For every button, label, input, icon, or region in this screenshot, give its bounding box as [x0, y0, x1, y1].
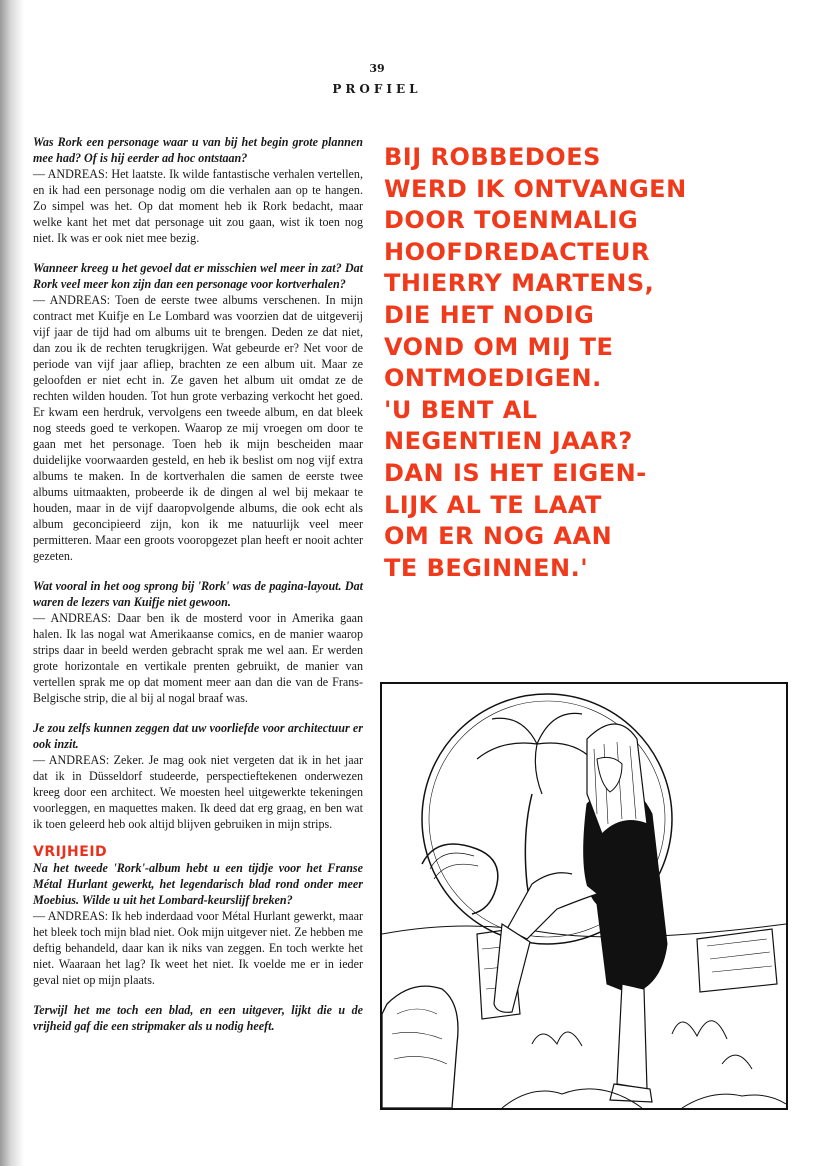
interview-answer: — ANDREAS: Ik heb inderdaad voor Métal Hurlant gewerkt, maar het bleek toch mijn blad niet. Ook mijn uitgever niet. Ze hebben me deftig behandeld, daar kan ik niks van zeggen. En toch werkte het niet. Waaraan het lag? Ik weet het niet. Ik voelde me er in ieder geval niet op mijn plaats. — [33, 909, 363, 987]
page-number: 39 — [369, 62, 385, 75]
interview-question: Was Rork een personage waar u van bij het begin grote plannen mee had? Of is hij eerder ad hoc ontstaan? — [33, 135, 363, 165]
pull-quote-line: TE BEGINNEN.' — [384, 553, 589, 582]
interview-answer: — ANDREAS: Zeker. Je mag ook niet vergeten dat ik in het jaar dat ik in Düsseldorf studeerde, perspectieftekenen onderwezen kreeg door een architect. We moesten heel uitgewerkte tekeningen voorleggen, en maquettes maken. Ik deed dat erg graag, en ben wat ik toen geleerd heb ook altijd blijven gebruiken in mijn strips. — [33, 753, 363, 831]
interview-question: Je zou zelfs kunnen zeggen dat uw voorliefde voor architectuur er ook inzit. — [33, 721, 363, 751]
subheading: VRIJHEID — [33, 844, 108, 860]
rork-drawing — [382, 684, 786, 1108]
interview-block — [33, 720, 363, 832]
pull-quote-line: THIERRY MARTENS, — [384, 269, 655, 298]
pull-quote-line: DIE HET NODIG — [384, 300, 595, 329]
interview-block — [33, 844, 363, 988]
interview-column — [33, 134, 363, 1048]
pull-quote-line: LIJK AL TE LAAT — [384, 490, 602, 519]
interview-question: Na het tweede 'Rork'-album hebt u een tijdje voor het Franse Métal Hurlant gewerkt, het legendarisch blad rond onder meer Moebius. Wilde u uit het Lombard-keurslijf breken? — [33, 861, 363, 907]
interview-answer: — ANDREAS: Het laatste. Ik wilde fantastische verhalen vertellen, en ik had een personage nodig om die verhalen aan op te hangen. Zo simpel was het. Op dat moment heb ik Rork bedacht, maar welke kant het met dat personage uit zou gaan, wist ik toen nog niet. Ik was er ook niet mee bezig. — [33, 167, 363, 245]
interview-answer: — ANDREAS: Daar ben ik de mosterd voor in Amerika gaan halen. Ik las nogal wat Amerikaanse comics, en de manier waarop strips daar in beeld werden gebracht sprak me wel aan. Er werden grote horizontale en vertikale prenten gebruikt, de manier van vertellen sprak me op dat moment meer aan dan die van de Frans-Belgische strip, die al bij al nogal braaf was. — [33, 611, 363, 705]
interview-block — [33, 578, 363, 706]
pull-quote-line: 'U BENT AL — [384, 395, 538, 424]
pull-quote-line: WERD IK ONTVANGEN — [384, 174, 687, 203]
interview-answer: — ANDREAS: Toen de eerste twee albums verschenen. In mijn contract met Kuifje en Le Lombard was voorzien dat de uitgeverij vijf jaar de tijd had om albums uit te brengen. Deden ze dat niet, dan zou ik de rechten terugkrijgen. Wat gebeurde er? Net voor de periode van vijf jaar afliep, brachten ze een album uit. Maar ze geloofden er niet echt in. Ze gaven het album uit omdat ze de rechten wilden houden. Tot hun grote verbazing verkocht het goed. Er kwam een herdruk, vervolgens een tweede album, en dat bleek nog steeds goed te verkopen. Waarop ze mij vroegen om door te gaan met het personage. Toen heb ik mijn bescheiden maar duidelijke voorwaarden gesteld, en heb ik beslist om nog vijf extra albums te maken. In de kortverhalen die samen de eerste twee albums uitmaakten, probeerde ik de dingen al wel bij mekaar te houden, maar in de vijf daaropvolgende albums, die ook echt als album geconcipieerd zijn, kon ik me natuurlijk veel meer permitteren. Maar een groots vooropgezet plan heeft er nooit achter gezeten. — [33, 293, 363, 563]
section-title: PROFIEL — [332, 82, 422, 96]
binding-shadow — [0, 0, 24, 1166]
interview-block — [33, 260, 363, 564]
pull-quote-line: DOOR TOENMALIG — [384, 206, 639, 235]
pull-quote-line: DAN IS HET EIGEN- — [384, 458, 647, 487]
pull-quote-line: NEGENTIEN JAAR? — [384, 427, 633, 456]
interview-question: Terwijl het me toch een blad, en een uitgever, lijkt die u de vrijheid gaf die een stripmaker als u nodig heeft. — [33, 1003, 363, 1033]
pull-quote-line: OM ER NOG AAN — [384, 522, 613, 551]
pull-quote-line: VOND OM MIJ TE — [384, 332, 614, 361]
pull-quote-line: ONTMOEDIGEN. — [384, 364, 602, 393]
interview-question: Wat vooral in het oog sprong bij 'Rork' was de pagina-layout. Dat waren de lezers van Kuifje niet gewoon. — [33, 579, 363, 609]
interview-question: Wanneer kreeg u het gevoel dat er misschien wel meer in zat? Dat Rork veel meer kon zijn dan een personage voor kortverhalen? — [33, 261, 363, 291]
pull-quote — [384, 142, 774, 584]
interview-block — [33, 134, 363, 246]
comic-illustration — [380, 682, 788, 1110]
pull-quote-line: HOOFDREDACTEUR — [384, 237, 650, 266]
pull-quote-line: BIJ ROBBEDOES — [384, 143, 601, 171]
interview-block — [33, 1002, 363, 1034]
